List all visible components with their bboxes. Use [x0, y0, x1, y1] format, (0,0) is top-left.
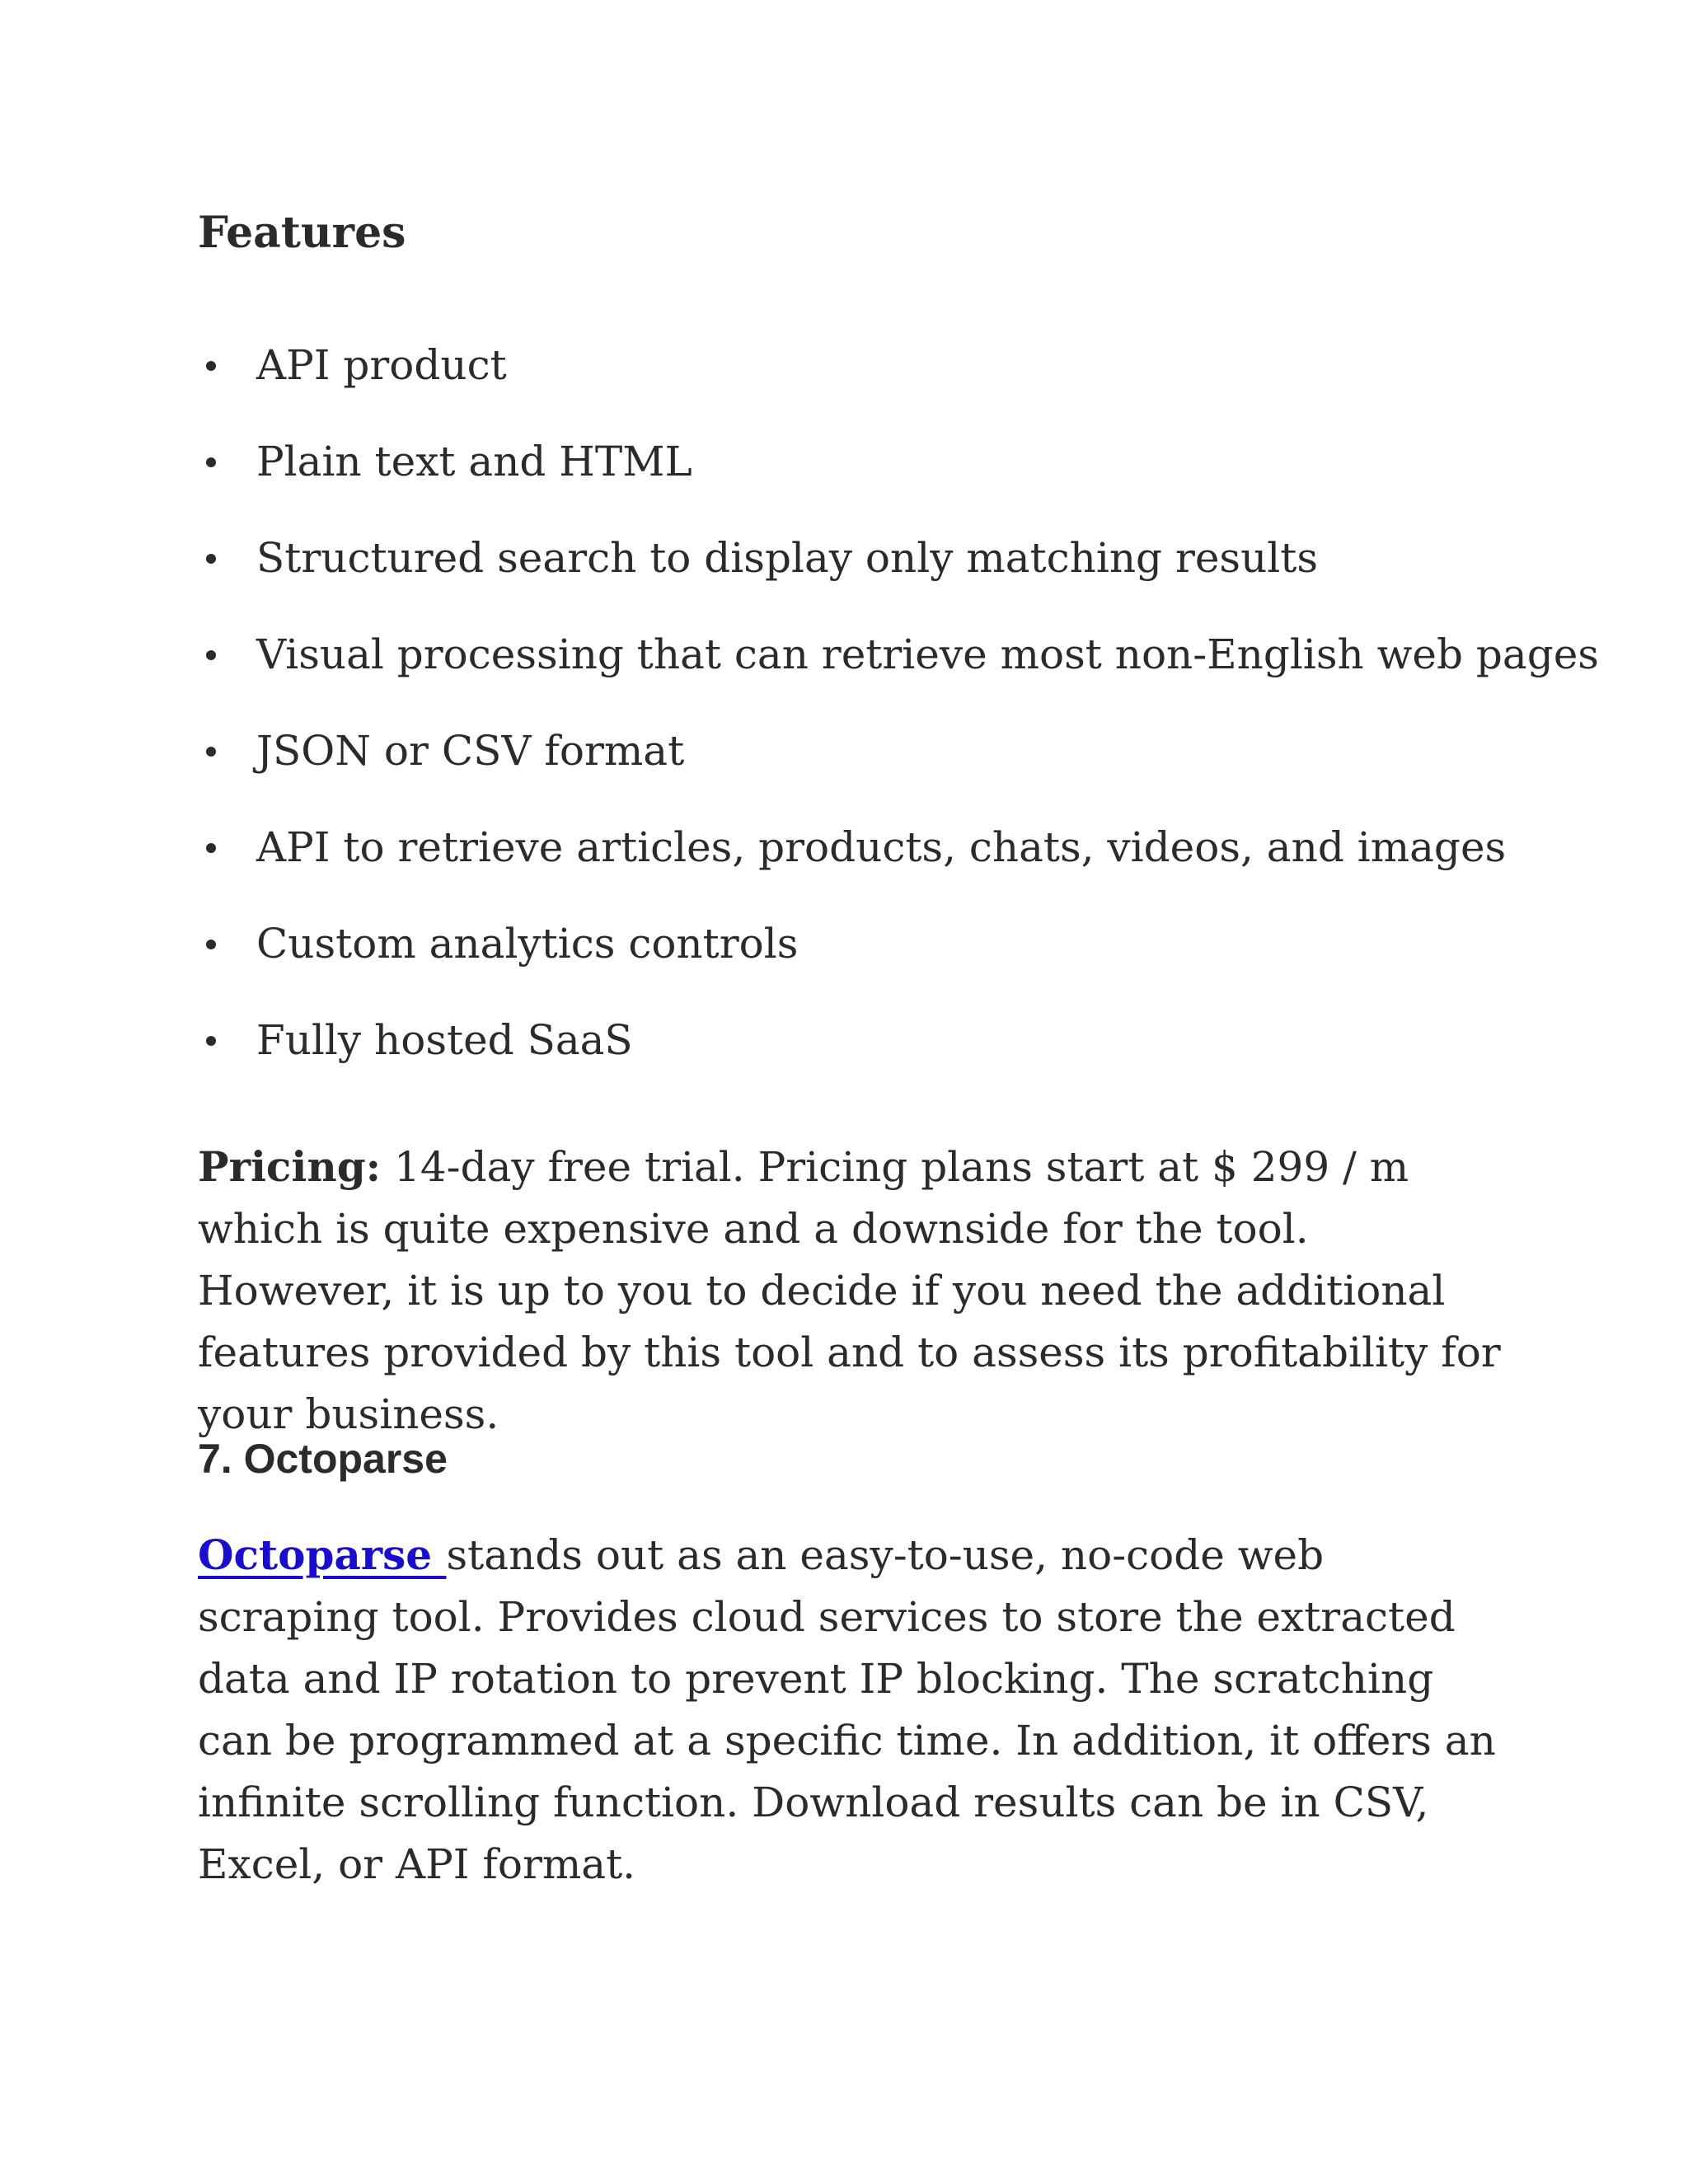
list-item-text: Visual processing that can retrieve most non-English web pages [256, 630, 1599, 678]
bullet-icon [206, 650, 216, 660]
list-item-text: API product [256, 341, 507, 389]
octoparse-link[interactable]: Octoparse [198, 1530, 447, 1579]
list-item [198, 818, 1599, 915]
list-item [198, 626, 1599, 722]
octoparse-description: stands out as an easy-to-use, no-code web scraping tool. Provides cloud services to store the extracted data and IP rotation to prevent IP blocking. The scratching can be programmed at a specific time. In addition, it offers an infinite scrolling function. Download results can be in CSV, Excel, or API format. [198, 1531, 1496, 1888]
octoparse-heading: 7. Octoparse [198, 1436, 448, 1482]
pricing-label: Pricing: [198, 1142, 382, 1191]
bullet-icon [206, 361, 216, 371]
bullet-icon [206, 1036, 216, 1046]
octoparse-paragraph [198, 1524, 1517, 1896]
features-heading: Features [198, 208, 406, 258]
list-item [198, 336, 1599, 433]
bullet-icon [206, 940, 216, 949]
list-item [198, 722, 1599, 818]
list-item [198, 433, 1599, 529]
bullet-icon [206, 843, 216, 853]
list-item-text: JSON or CSV format [256, 727, 685, 775]
bullet-icon [206, 457, 216, 467]
list-item-text: Custom analytics controls [256, 920, 799, 968]
list-item [198, 1011, 1599, 1108]
list-item-text: API to retrieve articles, products, chats, videos, and images [256, 823, 1507, 871]
features-list [198, 336, 1599, 1108]
bullet-icon [206, 554, 216, 564]
list-item-text: Plain text and HTML [256, 438, 692, 485]
list-item [198, 529, 1599, 626]
bullet-icon [206, 747, 216, 757]
list-item [198, 915, 1599, 1011]
pricing-text: 14-day free trial. Pricing plans start at $ 299 / m which is quite expensive and a downside for the tool. However, it is up to you to decide if you need the additional features provided by this tool and to assess its profitability for your business. [198, 1143, 1501, 1438]
list-item-text: Fully hosted SaaS [256, 1016, 633, 1064]
pricing-paragraph [198, 1136, 1517, 1446]
list-item-text: Structured search to display only matching results [256, 534, 1319, 582]
